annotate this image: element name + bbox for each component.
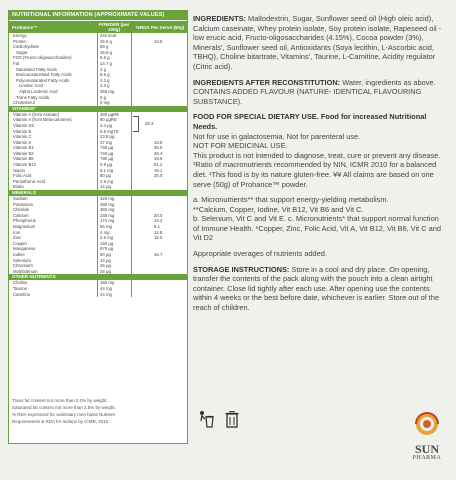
nutrient-name: Alpha Linolenic Acid xyxy=(19,88,58,94)
nutrient-value: 442 kcal xyxy=(97,33,131,39)
nutrient-value: 8.5 g xyxy=(97,72,131,78)
nutrient-name: Energy xyxy=(13,33,27,38)
nutrient-name: Phosphorus xyxy=(13,218,36,224)
nutrient-name: Trans Fatty Acids xyxy=(16,94,50,100)
nutrient-value: 37 mg xyxy=(97,140,131,146)
nutrient-name: Linoleic Acid xyxy=(19,83,43,89)
col-product: Prohance™ xyxy=(12,24,38,30)
nutrient-value: 740 µg xyxy=(97,151,131,157)
nutrient-value: 34 µg xyxy=(97,269,131,275)
brand-name: SUN xyxy=(414,442,439,456)
nutrient-name: Iron xyxy=(13,229,21,235)
nutrient-name: Monounsaturated Fatty Acids xyxy=(16,72,72,78)
nutrient-name: FOS (Fructo-oligosaccharides) xyxy=(13,55,72,61)
dietary-line: Not for use in galactosemia. Not for parenteral use. xyxy=(193,131,361,141)
nutrient-value: 15.5 g xyxy=(97,50,131,56)
nutrient-name: Cholesterol xyxy=(13,100,35,106)
nutrition-table xyxy=(8,10,188,444)
nutrient-value: 740 µg xyxy=(97,145,131,151)
storage-text: Store in a cool and dry place. On opening, transfer the contents of the pack along with the pouch into a clean airtight container. Close lid tightly after each use. After opening use the contents within 4 weeks or the best before date, whichever is earlier. Store out of the reach of children. xyxy=(193,264,440,313)
vitamins-heading: VITAMINS* xyxy=(9,106,187,112)
note-line: Saturated fat content not more than 2.5% by weight. xyxy=(12,405,116,410)
storage-label: STORAGE INSTRUCTIONS: xyxy=(193,264,290,274)
nutrient-name: Calcium xyxy=(13,212,29,218)
nutrient-name: Vitamin K xyxy=(13,139,32,145)
nutrient-value: 780 µg xyxy=(97,156,131,162)
sun-pharma-logo xyxy=(404,410,450,470)
nutrient-value: 0 mg xyxy=(97,100,131,106)
note-line: Requirements & RDA for Indians by ICMR, 2010. xyxy=(12,419,110,424)
nutrient-name: Vitamin A (from Acetate) xyxy=(13,111,60,117)
nutrient-name: Sugar xyxy=(16,49,28,55)
vitamins-section xyxy=(9,112,187,190)
reconstitution-text: Water, ingredients as above. xyxy=(342,77,436,87)
macros-section xyxy=(9,33,187,106)
nutrient-name: Potassium xyxy=(13,201,34,207)
nutrient-name: Molybdenum xyxy=(13,268,38,274)
nutrient-row xyxy=(9,100,187,106)
nutrient-name: Manganese xyxy=(13,246,36,252)
nutrient-value: 16.6 g xyxy=(97,39,131,45)
nutrient-rda: 8.1 xyxy=(131,224,188,230)
nutrient-value: 0.9 µg xyxy=(97,162,131,168)
nutrient-value: 2.5 mg xyxy=(97,235,131,241)
sun-logo-icon xyxy=(412,410,442,436)
nutrient-rda: 19.5 xyxy=(131,156,188,162)
nutrient-name: Sodium xyxy=(13,196,28,202)
nutrient-name: Vitamin D3 xyxy=(13,122,34,128)
nutrient-rda: 16.7 xyxy=(131,252,188,258)
dispose-bin-icon xyxy=(196,409,216,429)
vitamin-a-bracket xyxy=(133,116,139,132)
storage-paragraph xyxy=(193,265,445,313)
nutrient-rda: 43.8 xyxy=(131,140,188,146)
dietary-heading xyxy=(193,112,445,131)
nutrient-value: 80 µg xyxy=(97,173,131,179)
nutrient-name: Folic Acid xyxy=(13,173,32,179)
nutrition-notes xyxy=(9,397,188,425)
nutrient-name: Fat xyxy=(13,60,20,66)
nutrient-value: 44 mg xyxy=(97,292,131,298)
overages-text: Appropriate overages of nutrients added. xyxy=(193,249,327,259)
dietary-line: This product is not intended to diagnose, treat, cure or prevent any disease. ³Ratio of macronutrients recommended by NIN, ICMR 2010 for a balanced diet. ¹This food is by its nature gluten-free. ¥¥ All claims are based on one serve (50g) of Prohance™ powder. xyxy=(193,150,441,189)
nutrient-value: 80 µgRE xyxy=(97,117,131,123)
brand-sub: PHARMA xyxy=(412,455,442,461)
nutrient-rda: 19.1 xyxy=(131,168,188,174)
flavour-text: CONTAINS ADDED FLAVOUR (NATURE- IDENTICAL FLAVOURING SUBSTANCE). xyxy=(193,87,422,106)
dietary-line: NOT FOR MEDICINAL USE. xyxy=(193,141,288,151)
nutrient-value: 320 mg xyxy=(97,196,131,202)
minerals-section xyxy=(9,196,187,274)
nutrient-name: Iodine xyxy=(13,251,25,257)
nutrient-value: 166 mg xyxy=(97,280,131,286)
nutrient-name: Chromium xyxy=(13,263,33,269)
label-text-column xyxy=(193,14,445,319)
nutrient-value: 240 mg xyxy=(97,213,131,219)
nutrient-name: Pantothenic Acid xyxy=(13,178,46,184)
nutrient-value: 44 mg xyxy=(97,286,131,292)
nutrient-rda: 20.0 xyxy=(131,213,188,219)
col-per100: POWDER (per 100g) xyxy=(98,22,130,32)
ingredients-paragraph xyxy=(193,14,445,72)
nutrient-rda xyxy=(131,269,188,275)
nutrient-name: Niacin xyxy=(13,167,25,173)
nutrient-value: 50 µg xyxy=(97,252,131,258)
disposal-icons xyxy=(196,409,244,431)
nutrient-value: 26 µg xyxy=(97,263,131,269)
nutrient-rda: 51.2 xyxy=(131,162,188,168)
nutrient-name: Saturated Fatty Acids xyxy=(16,66,57,72)
nutrient-name: Carnitine xyxy=(13,291,31,297)
dietary-label: FOOD FOR SPECIAL DIETARY USE. Food for increased Nutritional Needs. xyxy=(193,112,427,131)
nutrient-rda: 11.8 xyxy=(131,230,188,236)
nutrient-name: Vitamin E xyxy=(13,128,32,134)
nutrient-name: Choline xyxy=(13,280,28,286)
ingredients-label: INGREDIENTS: xyxy=(193,14,246,23)
nutrient-name: Taurine xyxy=(13,285,28,291)
nutrient-value: 5.5 mgTE xyxy=(97,129,131,135)
col-rda: %RDA Per Serve (50g) xyxy=(135,24,185,30)
nutrient-value: 360 mg xyxy=(97,207,131,213)
nutrient-name: Biotin xyxy=(13,184,24,190)
nutrient-name: Copper xyxy=(13,240,28,246)
nutrient-row xyxy=(9,292,187,298)
nutrient-value: 59 g xyxy=(97,44,131,50)
vitamin-a-group-rda: 28.3 xyxy=(145,120,154,126)
reconstitution-label: INGREDIENTS AFTER RECONSTITUTION: xyxy=(193,77,341,87)
nutrient-name: Carbohydrate xyxy=(13,44,40,50)
ingredients-text: Maltodextrin, Sugar, Sunflower seed oil (High oleic acid), Calcium caseinate, Whey protein isolate, Soy protein isolate, Rapeseed oil - low erucic acid, Fructo-oligosaccharides (4.15%), Cocoa powder (3%), Minerals', Sunflower seed oil, Antioxidants (Soya lecithin, L-Ascorbic acid, TBHQ), Choline bitartrate, Vitamins', Taurine, L-Carnitine, Acidity regulator (Citric acid). xyxy=(193,14,442,71)
nutrient-value: 14.7 g xyxy=(97,61,131,67)
nutrient-rda xyxy=(131,100,188,106)
nutrient-value: 2.9 mg xyxy=(97,179,131,185)
nutrient-rda xyxy=(131,292,188,298)
other-nutrients-heading: OTHER NUTRIENTS xyxy=(9,274,187,280)
nutrient-name: Vitamin B6 xyxy=(13,156,34,162)
nutrient-value: 260 µgRE xyxy=(97,112,131,118)
nutrient-rda: 20.0 xyxy=(131,173,188,179)
nutrient-value: 14 µg xyxy=(97,184,131,190)
nutrient-value: 2 g xyxy=(97,67,131,73)
nutrient-value: 55 mg xyxy=(97,224,131,230)
nutrient-value: 0 g xyxy=(97,95,131,101)
nutrient-value: 5.6 g xyxy=(97,55,131,61)
nutrient-value: 4 mg xyxy=(97,230,131,236)
minerals-heading: MINERALS xyxy=(9,190,187,196)
nutrient-name: Chloride xyxy=(13,207,30,213)
nutrient-name: Protein xyxy=(13,38,27,44)
nutrient-rda: 14.2 xyxy=(131,218,188,224)
nutrient-rda: 26.4 xyxy=(131,151,188,157)
nutrient-rda: 13.8 xyxy=(131,39,188,45)
note-line: % RDA expressed for sedentary men basis Nutrient xyxy=(12,412,115,417)
nutrient-name: Magnesium xyxy=(13,224,36,229)
nutrient-name: Selenium xyxy=(13,257,31,263)
nutrient-value: 150 µg xyxy=(97,241,131,247)
nutrient-row xyxy=(9,184,187,190)
nutrient-value: 355 mg xyxy=(97,89,131,95)
nutrient-value: 4.4 µg xyxy=(97,123,131,129)
recycle-bin-icon xyxy=(222,409,242,429)
nutrient-row xyxy=(9,269,187,275)
reconstitution-paragraph xyxy=(193,78,445,88)
nutrient-rda xyxy=(131,184,188,190)
nutrient-name: Zinc xyxy=(13,235,22,241)
nutrient-rda: 30.8 xyxy=(131,145,188,151)
nutrient-value: 480 mg xyxy=(97,202,131,208)
claim-a-detail: **Calcium, Copper, Iodine, Vit B12, Vit B6 and Vit C. xyxy=(193,204,364,214)
nutrient-name: Vitamin B1 xyxy=(13,145,34,151)
nutrition-title: NUTRITIONAL INFORMATION (APPROXIMATE VALUES) xyxy=(9,11,187,20)
nutrient-value: 174 mg xyxy=(97,218,131,224)
nutrient-name: Polyunsaturated Fatty Acids xyxy=(16,77,70,83)
nutrition-header xyxy=(9,20,187,33)
nutrient-name: Vitamin A (from Beta-carotene) xyxy=(13,117,72,123)
nutrient-value: 23.8 µg xyxy=(97,134,131,140)
claim-b: b. Selenium, Vit C and Vit E. c. Micronutrients* that support normal function of Immune Health. *Copper, Zinc, Folic Acid, Vit A, Vit B12, Vit B6, Vit C and Vit D2 xyxy=(193,214,441,243)
nutrient-value: 14 µg xyxy=(97,258,131,264)
other-nutrients-section xyxy=(9,280,187,297)
claim-a: a. Micronutrients** that support energy-yielding metabolism. xyxy=(193,195,389,205)
nutrient-value: 4.2 g xyxy=(97,78,131,84)
nutrient-rda: 15.0 xyxy=(131,235,188,241)
nutrient-name: Vitamin B2 xyxy=(13,150,34,156)
note-line: Trans fat content not more than 0.2% by weight. xyxy=(12,398,108,403)
nutrient-name: Vitamin B12 xyxy=(13,162,37,168)
nutrient-value: 6.1 mg xyxy=(97,168,131,174)
nutrient-value: 2.3 g xyxy=(97,83,131,89)
nutrient-value: 970 µg xyxy=(97,246,131,252)
nutrient-name: Vitamin C xyxy=(13,134,32,140)
